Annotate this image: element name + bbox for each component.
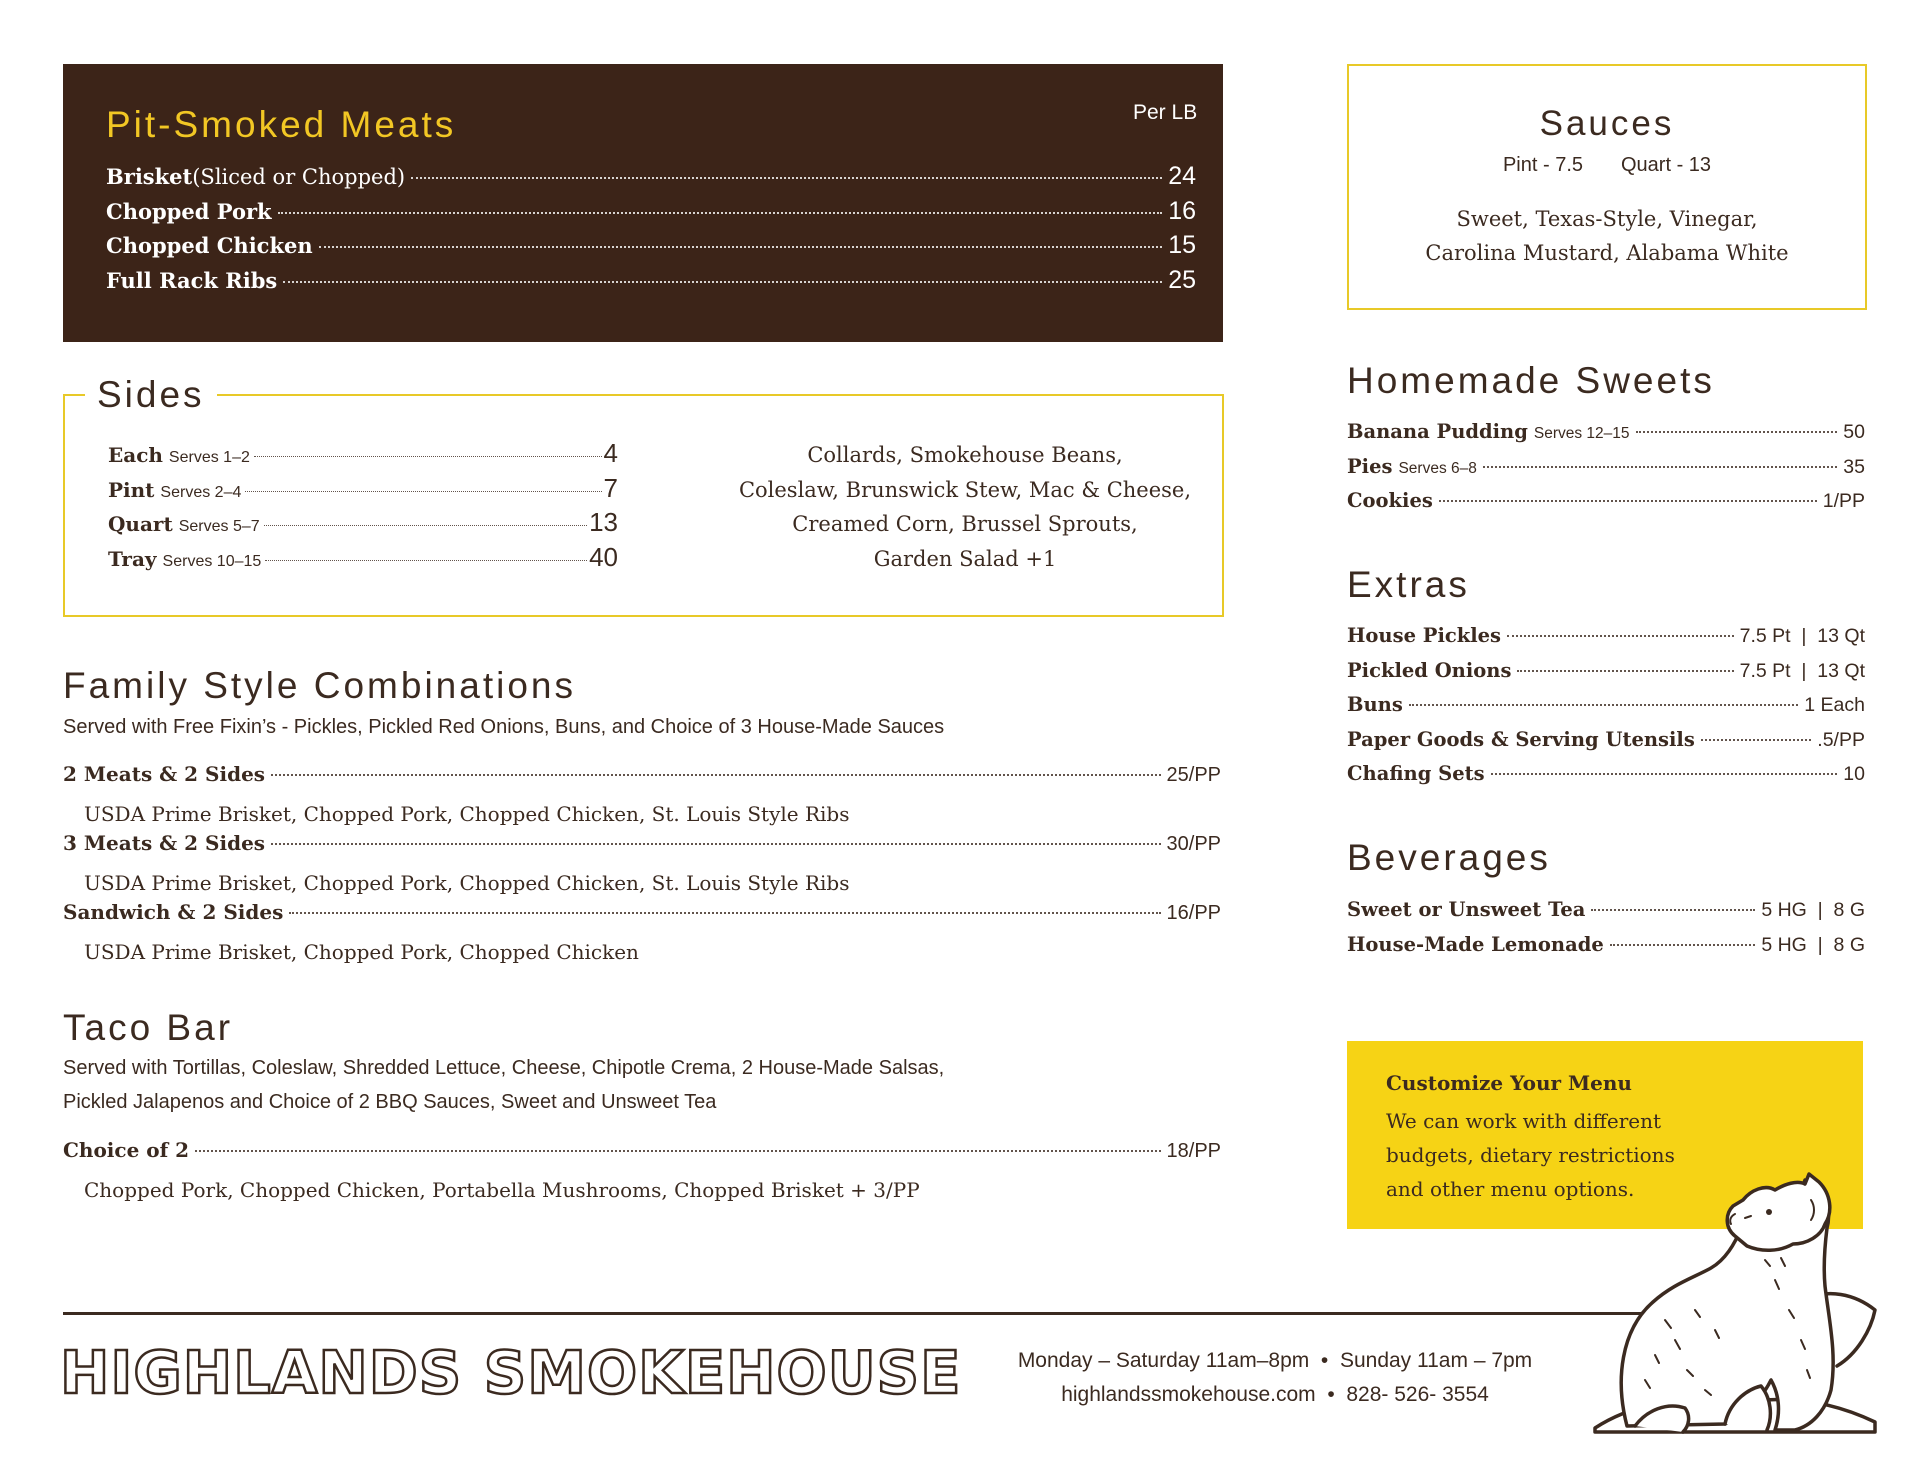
customize-line: and other menu options. bbox=[1386, 1177, 1635, 1201]
list-item bbox=[106, 266, 1196, 301]
sides-size-list bbox=[108, 438, 618, 576]
item-price: .5/PP bbox=[1817, 728, 1865, 751]
size-name: Each bbox=[108, 443, 163, 467]
dot-leader bbox=[265, 560, 587, 561]
size-note: Serves 1–2 bbox=[168, 449, 250, 466]
dot-leader bbox=[195, 1150, 1160, 1152]
size-name: Tray bbox=[108, 546, 157, 571]
taco-bar-title: Taco Bar bbox=[63, 1007, 234, 1048]
footer-divider bbox=[63, 1312, 1643, 1315]
size-note: Serves 10–15 bbox=[162, 552, 262, 570]
choices-line: Coleslaw, Brunswick Stew, Mac & Cheese, bbox=[738, 477, 1192, 502]
list-item bbox=[106, 197, 1196, 232]
meats-unit-label: Per LB bbox=[1133, 101, 1198, 124]
bear-eye bbox=[1766, 1209, 1772, 1215]
combo-description: USDA Prime Brisket, Chopped Pork, Chopped Chicken, St. Louis Style Ribs bbox=[84, 870, 850, 895]
dot-leader bbox=[1483, 466, 1837, 468]
dot-leader bbox=[1636, 431, 1838, 433]
flavors-line: Carolina Mustard, Alabama White bbox=[1425, 241, 1789, 265]
item-name: Pickled Onions bbox=[1347, 658, 1512, 682]
list-item bbox=[1347, 762, 1865, 797]
sides-panel bbox=[63, 374, 1224, 617]
item-note: Serves 6–8 bbox=[1398, 459, 1477, 477]
combo-price: 18/PP bbox=[1166, 1140, 1221, 1162]
dot-leader bbox=[245, 491, 601, 492]
sauces-title: Sauces bbox=[1539, 104, 1675, 143]
dot-leader bbox=[1610, 944, 1756, 946]
dot-leader bbox=[1409, 704, 1798, 706]
list-item bbox=[1347, 693, 1865, 728]
list-item bbox=[1347, 898, 1865, 933]
item-price: 15 bbox=[1168, 231, 1196, 259]
item-name: Brisket bbox=[106, 164, 193, 189]
item-name: Chopped Pork bbox=[106, 198, 272, 224]
list-item bbox=[106, 162, 1196, 197]
combo-description: USDA Prime Brisket, Chopped Pork, Chopped Chicken, St. Louis Style Ribs bbox=[84, 801, 850, 826]
combo-name: 3 Meats & 2 Sides bbox=[63, 831, 266, 855]
meats-list bbox=[106, 162, 1196, 300]
beverages-list bbox=[1347, 898, 1865, 967]
sauce-flavors bbox=[1369, 202, 1845, 270]
item-price: 35 bbox=[1843, 455, 1865, 478]
item-price: 5 HG | 8 G bbox=[1761, 933, 1865, 956]
list-item bbox=[1347, 659, 1865, 694]
dot-leader bbox=[1507, 635, 1734, 637]
list-item bbox=[63, 1138, 1221, 1173]
beverages-title: Beverages bbox=[1347, 837, 1551, 878]
sauce-quart-price: Quart - 13 bbox=[1621, 154, 1712, 176]
customize-line: We can work with different bbox=[1386, 1109, 1662, 1133]
combo-name: Choice of 2 bbox=[63, 1138, 190, 1162]
size-price: 7 bbox=[603, 472, 618, 503]
combo-description: Chopped Pork, Chopped Chicken, Portabella Mushrooms, Chopped Brisket + 3/PP bbox=[84, 1177, 920, 1202]
subtitle-line: Pickled Jalapenos and Choice of 2 BBQ Sauces, Sweet and Unsweet Tea bbox=[63, 1091, 717, 1113]
sweets-title: Homemade Sweets bbox=[1347, 360, 1715, 401]
sauces-panel bbox=[1347, 64, 1867, 310]
combo-price: 25/PP bbox=[1166, 764, 1221, 786]
sauce-pint-price: Pint - 7.5 bbox=[1502, 154, 1583, 176]
combo-description: USDA Prime Brisket, Chopped Pork, Chopped Chicken bbox=[84, 939, 639, 964]
dot-leader bbox=[1439, 500, 1817, 502]
item-price: 16 bbox=[1168, 196, 1196, 225]
size-price: 4 bbox=[603, 438, 618, 468]
list-item bbox=[63, 762, 1221, 797]
combo-name: 2 Meats & 2 Sides bbox=[63, 762, 266, 786]
item-price: 7.5 Pt | 13 Qt bbox=[1739, 659, 1865, 682]
item-price: 10 bbox=[1843, 763, 1865, 785]
combo-price: 16/PP bbox=[1166, 902, 1221, 924]
list-item bbox=[108, 438, 618, 473]
item-name: Cookies bbox=[1347, 489, 1433, 512]
item-price: 25 bbox=[1168, 265, 1196, 294]
bear-illustration-icon bbox=[1575, 1140, 1895, 1440]
dot-leader bbox=[319, 246, 1163, 248]
item-name: House-Made Lemonade bbox=[1347, 932, 1604, 956]
size-note: Serves 2–4 bbox=[160, 483, 242, 501]
family-style-list bbox=[63, 762, 1221, 969]
list-item bbox=[108, 473, 618, 508]
item-price: 24 bbox=[1168, 162, 1196, 190]
item-name: House Pickles bbox=[1347, 624, 1502, 647]
dot-leader bbox=[1591, 909, 1755, 911]
sauces-sizes bbox=[1349, 154, 1865, 177]
dot-leader bbox=[1701, 739, 1811, 741]
list-item bbox=[1347, 420, 1865, 455]
combo-price: 30/PP bbox=[1166, 833, 1221, 855]
taco-bar-list bbox=[63, 1138, 1221, 1207]
size-note: Serves 5–7 bbox=[178, 518, 260, 535]
item-name: Sweet or Unsweet Tea bbox=[1347, 898, 1586, 921]
item-name: Paper Goods & Serving Utensils bbox=[1347, 727, 1695, 751]
family-style-title: Family Style Combinations bbox=[63, 665, 576, 706]
size-price: 13 bbox=[589, 507, 618, 537]
footer-info bbox=[990, 1344, 1560, 1412]
item-note: (Sliced or Chopped) bbox=[192, 165, 406, 189]
choices-line: Collards, Smokehouse Beans, bbox=[807, 443, 1123, 467]
choices-line: Garden Salad +1 bbox=[873, 546, 1057, 571]
list-item bbox=[106, 231, 1196, 266]
family-style-subtitle: Served with Free Fixin’s - Pickles, Pickled Red Onions, Buns, and Choice of 3 House-Made Sauces bbox=[63, 716, 945, 738]
list-item bbox=[1347, 489, 1865, 524]
list-item bbox=[1347, 933, 1865, 968]
customize-title: Customize Your Menu bbox=[1386, 1071, 1632, 1095]
item-price: 50 bbox=[1843, 421, 1865, 443]
list-item bbox=[1347, 455, 1865, 490]
taco-bar-subtitle bbox=[63, 1051, 1063, 1119]
extras-title: Extras bbox=[1347, 564, 1470, 605]
item-note: Serves 12–15 bbox=[1533, 425, 1630, 442]
size-name: Quart bbox=[108, 512, 173, 536]
dot-leader bbox=[289, 912, 1160, 914]
dot-leader bbox=[411, 177, 1162, 179]
brand-wordmark: HIGHLANDS SMOKEHOUSE bbox=[60, 1338, 962, 1407]
list-item bbox=[1347, 728, 1865, 763]
dot-leader bbox=[271, 843, 1160, 845]
contact-info: highlandssmokehouse.com • 828- 526- 3554 bbox=[1061, 1383, 1489, 1406]
sweets-list bbox=[1347, 420, 1865, 524]
item-name: Buns bbox=[1347, 693, 1403, 716]
size-name: Pint bbox=[108, 477, 155, 502]
flavors-line: Sweet, Texas-Style, Vinegar, bbox=[1456, 207, 1758, 231]
list-item bbox=[63, 831, 1221, 866]
item-price: 1/PP bbox=[1822, 490, 1865, 512]
sides-title: Sides bbox=[85, 374, 217, 416]
item-name: Pies bbox=[1347, 454, 1393, 478]
dot-leader bbox=[271, 774, 1160, 776]
list-item bbox=[108, 542, 618, 577]
list-item bbox=[63, 900, 1221, 935]
business-hours: Monday – Saturday 11am–8pm • Sunday 11am – 7pm bbox=[1017, 1349, 1533, 1372]
choices-line: Creamed Corn, Brussel Sprouts, bbox=[792, 512, 1138, 536]
item-price: 5 HG | 8 G bbox=[1761, 899, 1865, 921]
item-price: 1 Each bbox=[1804, 694, 1865, 716]
dot-leader bbox=[254, 456, 602, 457]
pit-smoked-meats-panel bbox=[63, 64, 1223, 342]
dot-leader bbox=[264, 525, 587, 526]
extras-list bbox=[1347, 624, 1865, 797]
combo-name: Sandwich & 2 Sides bbox=[63, 900, 284, 924]
sides-choices bbox=[705, 438, 1225, 576]
item-name: Chopped Chicken bbox=[106, 233, 313, 258]
dot-leader bbox=[283, 281, 1162, 283]
dot-leader bbox=[278, 212, 1163, 214]
item-name: Chafing Sets bbox=[1347, 762, 1485, 785]
item-name: Banana Pudding bbox=[1347, 420, 1528, 443]
size-price: 40 bbox=[589, 541, 618, 572]
customize-line: budgets, dietary restrictions bbox=[1386, 1143, 1675, 1167]
list-item bbox=[1347, 624, 1865, 659]
subtitle-line: Served with Tortillas, Coleslaw, Shredded Lettuce, Cheese, Chipotle Crema, 2 House-Made Salsas, bbox=[63, 1057, 945, 1079]
list-item bbox=[108, 507, 618, 542]
dot-leader bbox=[1517, 670, 1733, 672]
dot-leader bbox=[1491, 773, 1838, 775]
meats-title: Pit-Smoked Meats bbox=[106, 104, 457, 145]
item-name: Full Rack Ribs bbox=[106, 267, 278, 293]
item-price: 7.5 Pt | 13 Qt bbox=[1739, 625, 1865, 647]
